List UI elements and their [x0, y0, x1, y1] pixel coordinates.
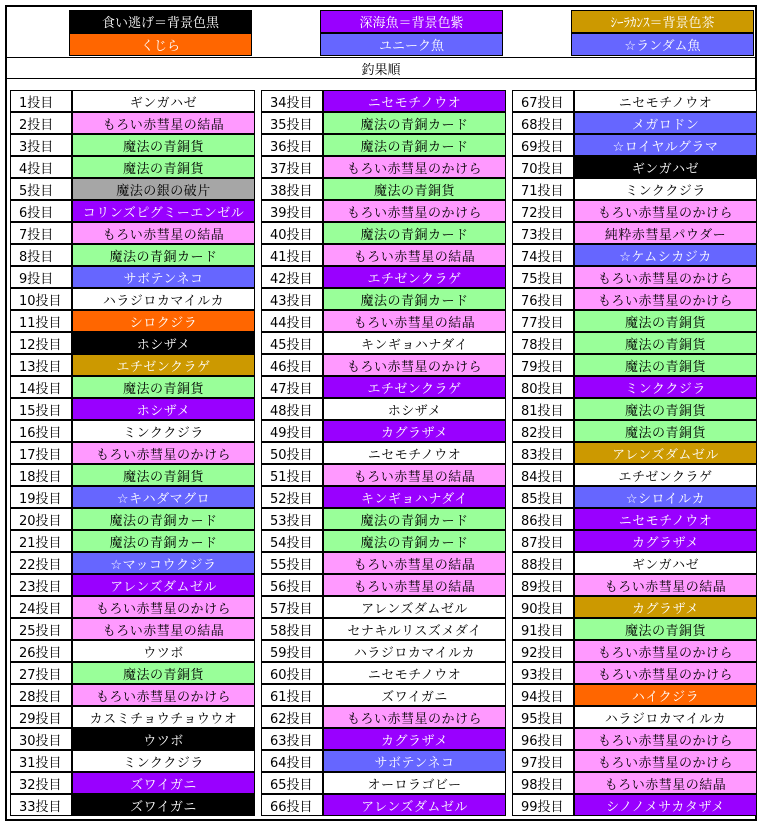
catch-item: もろい赤彗星のかけら — [574, 640, 757, 662]
throw-number: 67投目 — [512, 90, 574, 112]
catch-item: メガロドン — [574, 112, 757, 134]
catch-item: 魔法の青銅貨 — [574, 398, 757, 420]
throw-number: 8投目 — [10, 244, 72, 266]
throw-number: 88投目 — [512, 552, 574, 574]
catch-item: 魔法の青銅貨 — [574, 332, 757, 354]
catch-item: 魔法の青銅カード — [72, 530, 255, 552]
catch-item: ズワイガニ — [72, 772, 255, 794]
catch-item: 魔法の青銅カード — [72, 244, 255, 266]
throw-number: 83投目 — [512, 442, 574, 464]
catch-item: エチゼンクラゲ — [323, 376, 506, 398]
catch-order-sheet — [5, 5, 757, 821]
catch-item: エチゼンクラゲ — [574, 464, 757, 486]
throw-number: 86投目 — [512, 508, 574, 530]
catch-item: もろい赤彗星の結晶 — [72, 618, 255, 640]
catch-item: ☆マッコウクジラ — [72, 552, 255, 574]
throw-number: 92投目 — [512, 640, 574, 662]
catch-item: オーロラゴビー — [323, 772, 506, 794]
catch-item: もろい赤彗星のかけら — [323, 354, 506, 376]
throw-number: 59投目 — [261, 640, 323, 662]
throw-number: 96投目 — [512, 728, 574, 750]
throw-number: 77投目 — [512, 310, 574, 332]
throw-number: 91投目 — [512, 618, 574, 640]
throw-number: 89投目 — [512, 574, 574, 596]
catch-item: ギンガハゼ — [574, 156, 757, 178]
catch-item: もろい赤彗星のかけら — [574, 662, 757, 684]
throw-number: 74投目 — [512, 244, 574, 266]
catch-item: 魔法の青銅カード — [323, 530, 506, 552]
throw-number: 81投目 — [512, 398, 574, 420]
throw-number: 75投目 — [512, 266, 574, 288]
catch-item: ミンククジラ — [72, 750, 255, 772]
throw-number: 97投目 — [512, 750, 574, 772]
catch-item: 魔法の銀の破片 — [72, 178, 255, 200]
throw-number: 39投目 — [261, 200, 323, 222]
catch-item: もろい赤彗星のかけら — [323, 156, 506, 178]
legend-item: ユニーク魚 — [320, 33, 503, 56]
throw-number: 2投目 — [10, 112, 72, 134]
catch-item: アレンズダムゼル — [574, 442, 757, 464]
throw-number: 34投目 — [261, 90, 323, 112]
catch-item: キンギョハナダイ — [323, 332, 506, 354]
catch-item: ☆ケムシカジカ — [574, 244, 757, 266]
throw-number: 18投目 — [10, 464, 72, 486]
catch-item: もろい赤彗星の結晶 — [323, 464, 506, 486]
throw-number: 37投目 — [261, 156, 323, 178]
catch-item: もろい赤彗星のかけら — [323, 200, 506, 222]
throw-number: 29投目 — [10, 706, 72, 728]
throw-number: 19投目 — [10, 486, 72, 508]
throw-number: 62投目 — [261, 706, 323, 728]
throw-number: 23投目 — [10, 574, 72, 596]
throw-number: 61投目 — [261, 684, 323, 706]
throw-number: 6投目 — [10, 200, 72, 222]
catch-item: 魔法の青銅貨 — [72, 662, 255, 684]
catch-item: もろい赤彗星の結晶 — [574, 772, 757, 794]
catch-item: ギンガハゼ — [574, 552, 757, 574]
catch-item: シノノメサカタザメ — [574, 794, 757, 816]
catch-item: ウツボ — [72, 640, 255, 662]
throw-number: 3投目 — [10, 134, 72, 156]
throw-number: 42投目 — [261, 266, 323, 288]
throw-number: 44投目 — [261, 310, 323, 332]
catch-item: ホシザメ — [72, 332, 255, 354]
catch-item: 魔法の青銅貨 — [72, 376, 255, 398]
catch-item: もろい赤彗星の結晶 — [323, 552, 506, 574]
throw-number: 5投目 — [10, 178, 72, 200]
throw-number: 51投目 — [261, 464, 323, 486]
throw-number: 20投目 — [10, 508, 72, 530]
throw-number: 66投目 — [261, 794, 323, 816]
throw-number: 68投目 — [512, 112, 574, 134]
catch-item: ズワイガニ — [323, 684, 506, 706]
catch-item: ☆キハダマグロ — [72, 486, 255, 508]
throw-number: 31投目 — [10, 750, 72, 772]
catch-item: ニセモチノウオ — [323, 662, 506, 684]
catch-item: ミンククジラ — [574, 178, 757, 200]
catch-item: 魔法の青銅カード — [72, 508, 255, 530]
legend-item: 深海魚＝背景色紫 — [320, 10, 503, 33]
catch-item: もろい赤彗星のかけら — [574, 750, 757, 772]
throw-number: 65投目 — [261, 772, 323, 794]
throw-number: 63投目 — [261, 728, 323, 750]
catch-item: カグラザメ — [323, 728, 506, 750]
throw-number: 64投目 — [261, 750, 323, 772]
throw-number: 82投目 — [512, 420, 574, 442]
throw-number: 84投目 — [512, 464, 574, 486]
catch-item: ホシザメ — [323, 398, 506, 420]
catch-item: ハラジロカマイルカ — [323, 640, 506, 662]
throw-number: 90投目 — [512, 596, 574, 618]
throw-number: 27投目 — [10, 662, 72, 684]
catch-item: ギンガハゼ — [72, 90, 255, 112]
throw-number: 25投目 — [10, 618, 72, 640]
catch-item: シロクジラ — [72, 310, 255, 332]
throw-number: 46投目 — [261, 354, 323, 376]
catch-item: カグラザメ — [574, 530, 757, 552]
catch-item: ミンククジラ — [72, 420, 255, 442]
throw-number: 16投目 — [10, 420, 72, 442]
catch-item: 魔法の青銅貨 — [72, 156, 255, 178]
catch-item: カグラザメ — [323, 420, 506, 442]
legend-item: ☆ランダム魚 — [571, 33, 754, 56]
throw-number: 87投目 — [512, 530, 574, 552]
catch-item: ニセモチノウオ — [574, 508, 757, 530]
throw-number: 85投目 — [512, 486, 574, 508]
catch-item: ウツボ — [72, 728, 255, 750]
throw-number: 9投目 — [10, 266, 72, 288]
catch-item: 魔法の青銅カード — [323, 134, 506, 156]
catch-item: アレンズダムゼル — [323, 596, 506, 618]
throw-number: 15投目 — [10, 398, 72, 420]
catch-item: もろい赤彗星のかけら — [72, 684, 255, 706]
catch-item: ハラジロカマイルカ — [72, 288, 255, 310]
throw-number: 47投目 — [261, 376, 323, 398]
catch-item: カスミチョウチョウウオ — [72, 706, 255, 728]
catch-item: もろい赤彗星のかけら — [323, 706, 506, 728]
throw-number: 28投目 — [10, 684, 72, 706]
throw-number: 60投目 — [261, 662, 323, 684]
catch-item: ハラジロカマイルカ — [574, 706, 757, 728]
throw-number: 93投目 — [512, 662, 574, 684]
throw-number: 72投目 — [512, 200, 574, 222]
throw-number: 95投目 — [512, 706, 574, 728]
catch-item: エチゼンクラゲ — [72, 354, 255, 376]
throw-number: 57投目 — [261, 596, 323, 618]
throw-number: 12投目 — [10, 332, 72, 354]
throw-number: 26投目 — [10, 640, 72, 662]
catch-item: サボテンネコ — [323, 750, 506, 772]
throw-number: 54投目 — [261, 530, 323, 552]
throw-number: 32投目 — [10, 772, 72, 794]
catch-item: ズワイガニ — [72, 794, 255, 816]
catch-item: 魔法の青銅貨 — [323, 178, 506, 200]
throw-number: 94投目 — [512, 684, 574, 706]
catch-item: 魔法の青銅カード — [323, 288, 506, 310]
throw-number: 17投目 — [10, 442, 72, 464]
catch-item: もろい赤彗星のかけら — [72, 442, 255, 464]
catch-item: もろい赤彗星の結晶 — [323, 574, 506, 596]
catch-item: ハイクジラ — [574, 684, 757, 706]
catch-item: 魔法の青銅貨 — [574, 310, 757, 332]
throw-number: 71投目 — [512, 178, 574, 200]
catch-item: コリンズピグミーエンゼル — [72, 200, 255, 222]
catch-item: もろい赤彗星のかけら — [574, 200, 757, 222]
throw-number: 98投目 — [512, 772, 574, 794]
catch-item: もろい赤彗星のかけら — [72, 596, 255, 618]
throw-number: 36投目 — [261, 134, 323, 156]
throw-number: 73投目 — [512, 222, 574, 244]
throw-number: 79投目 — [512, 354, 574, 376]
throw-number: 78投目 — [512, 332, 574, 354]
catch-item: もろい赤彗星のかけら — [574, 288, 757, 310]
catch-item: 魔法の青銅貨 — [72, 464, 255, 486]
catch-item: もろい赤彗星の結晶 — [323, 244, 506, 266]
throw-number: 70投目 — [512, 156, 574, 178]
catch-item: ☆シロイルカ — [574, 486, 757, 508]
throw-number: 33投目 — [10, 794, 72, 816]
throw-number: 38投目 — [261, 178, 323, 200]
catch-item: 魔法の青銅貨 — [574, 420, 757, 442]
throw-number: 24投目 — [10, 596, 72, 618]
catch-item: セナキルリスズメダイ — [323, 618, 506, 640]
throw-number: 10投目 — [10, 288, 72, 310]
catch-item: ニセモチノウオ — [323, 90, 506, 112]
throw-number: 7投目 — [10, 222, 72, 244]
throw-number: 14投目 — [10, 376, 72, 398]
throw-number: 21投目 — [10, 530, 72, 552]
catch-item: カグラザメ — [574, 596, 757, 618]
catch-item: ☆ロイヤルグラマ — [574, 134, 757, 156]
catch-item: アレンズダムゼル — [323, 794, 506, 816]
catch-item: アレンズダムゼル — [72, 574, 255, 596]
catch-item: もろい赤彗星の結晶 — [72, 112, 255, 134]
catch-item: 魔法の青銅貨 — [574, 618, 757, 640]
throw-number: 48投目 — [261, 398, 323, 420]
throw-number: 35投目 — [261, 112, 323, 134]
throw-number: 22投目 — [10, 552, 72, 574]
legend-item: ｼｰﾗｶﾝｽ＝背景色茶 — [571, 10, 754, 33]
throw-number: 56投目 — [261, 574, 323, 596]
catch-item: もろい赤彗星のかけら — [574, 266, 757, 288]
throw-number: 41投目 — [261, 244, 323, 266]
throw-number: 80投目 — [512, 376, 574, 398]
throw-number: 4投目 — [10, 156, 72, 178]
throw-number: 1投目 — [10, 90, 72, 112]
throw-number: 45投目 — [261, 332, 323, 354]
catch-item: ホシザメ — [72, 398, 255, 420]
throw-number: 99投目 — [512, 794, 574, 816]
catch-item: 魔法の青銅貨 — [72, 134, 255, 156]
throw-number: 52投目 — [261, 486, 323, 508]
throw-number: 40投目 — [261, 222, 323, 244]
throw-number: 55投目 — [261, 552, 323, 574]
throw-number: 30投目 — [10, 728, 72, 750]
throw-number: 76投目 — [512, 288, 574, 310]
throw-number: 11投目 — [10, 310, 72, 332]
throw-number: 50投目 — [261, 442, 323, 464]
catch-item: 魔法の青銅貨 — [574, 354, 757, 376]
catch-item: 魔法の青銅カード — [323, 508, 506, 530]
catch-item: ニセモチノウオ — [323, 442, 506, 464]
catch-item: もろい赤彗星の結晶 — [574, 574, 757, 596]
table-title: 釣果順 — [7, 57, 755, 79]
catch-item: 魔法の青銅カード — [323, 222, 506, 244]
catch-item: 魔法の青銅カード — [323, 112, 506, 134]
catch-item: 純粋赤彗星パウダー — [574, 222, 757, 244]
throw-number: 13投目 — [10, 354, 72, 376]
throw-number: 43投目 — [261, 288, 323, 310]
throw-number: 53投目 — [261, 508, 323, 530]
legend-item: くじら — [69, 33, 252, 56]
catch-item: ミンククジラ — [574, 376, 757, 398]
throw-number: 49投目 — [261, 420, 323, 442]
catch-item: サボテンネコ — [72, 266, 255, 288]
catch-item: もろい赤彗星のかけら — [574, 728, 757, 750]
throw-number: 58投目 — [261, 618, 323, 640]
catch-item: もろい赤彗星の結晶 — [323, 310, 506, 332]
legend-item: 食い逃げ＝背景色黒 — [69, 10, 252, 33]
catch-item: キンギョハナダイ — [323, 486, 506, 508]
catch-item: エチゼンクラゲ — [323, 266, 506, 288]
catch-item: もろい赤彗星の結晶 — [72, 222, 255, 244]
throw-number: 69投目 — [512, 134, 574, 156]
catch-item: ニセモチノウオ — [574, 90, 757, 112]
